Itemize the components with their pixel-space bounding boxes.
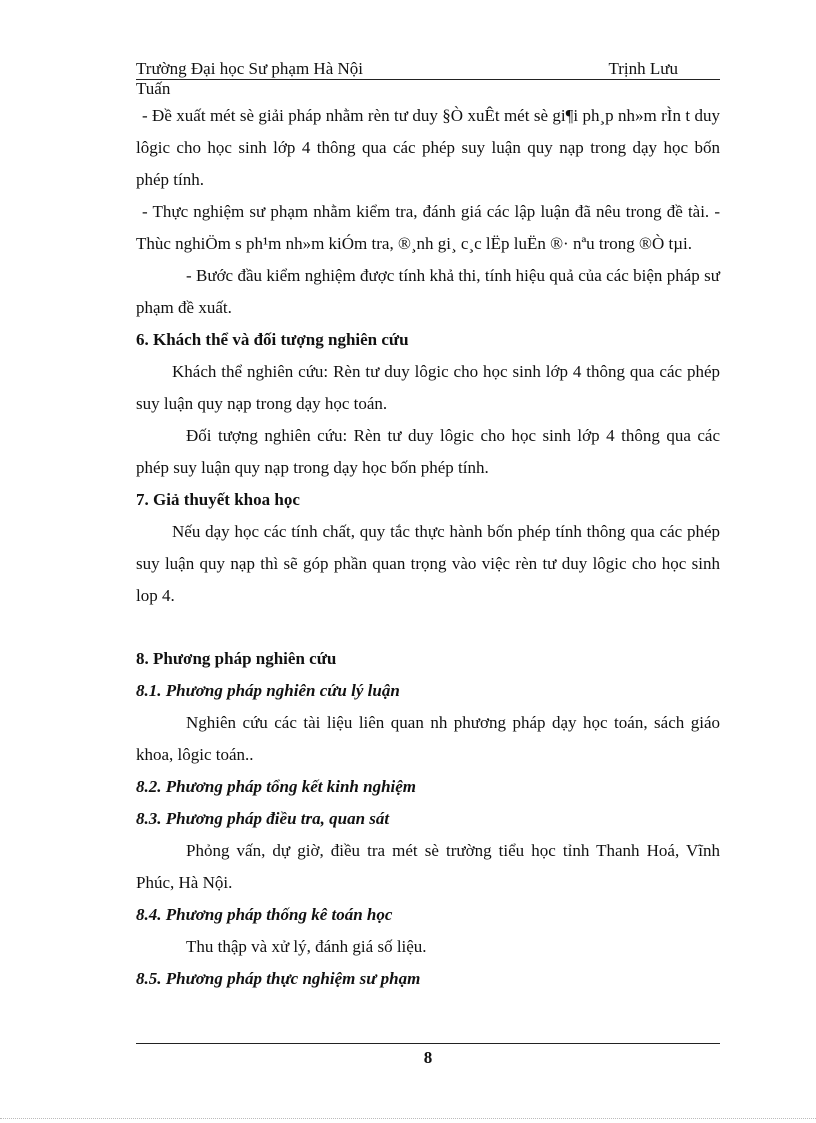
- heading-section-8-4: 8.4. Phương pháp thống kê toán học: [136, 905, 393, 924]
- footer-divider: [136, 1043, 720, 1044]
- page-header: [136, 59, 720, 98]
- heading-section-8-1: 8.1. Phương pháp nghiên cứu lý luận: [136, 681, 400, 700]
- page-content: [136, 100, 720, 995]
- paragraph-hypothesis: Nếu dạy học các tính chất, quy tắc thực hành bốn phép tính thông qua các phép suy luận quy nạp thì sẽ góp phần quan trọng vào việc rèn tư duy lôgic cho học sinh lop 4.: [136, 522, 720, 605]
- paragraph-experiment: - Thực nghiệm sư phạm nhằm kiểm tra, đánh giá các lập luận đã nêu trong đề tài. - Thùc nghiÖm s ph¹m nh»m kiÓm tra, ®¸nh gi¸ c¸c lËp luËn ®· nªu trong ®Ò tµi.: [136, 202, 720, 253]
- page-bottom-border: [0, 1118, 816, 1119]
- heading-section-8-5: 8.5. Phương pháp thực nghiệm sư phạm: [136, 969, 421, 988]
- spacer: [136, 612, 720, 643]
- paragraph-subject: Đối tượng nghiên cứu: Rèn tư duy lôgic cho học sinh lớp 4 thông qua các phép suy luận quy nạp trong dạy học bốn phép tính.: [136, 426, 720, 477]
- paragraph-verify: - Bước đầu kiểm nghiệm được tính khả thi, tính hiệu quả của các biện pháp sư phạm đề xuất.: [136, 266, 720, 317]
- heading-section-7: 7. Giả thuyết khoa học: [136, 490, 300, 509]
- heading-section-8: 8. Phương pháp nghiên cứu: [136, 649, 337, 668]
- header-school: Trường Đại học Sư phạm Hà Nội: [136, 59, 364, 78]
- page-number: 8: [423, 1048, 433, 1067]
- paragraph-theory: Nghiên cứu các tài liệu liên quan nh phương pháp dạy học toán, sách giáo khoa, lôgic toán..: [136, 713, 720, 764]
- paragraph-object: Khách thể nghiên cứu: Rèn tư duy lôgic cho học sinh lớp 4 thông qua các phép suy luận quy nạp trong dạy học toán.: [136, 362, 720, 413]
- paragraph-statistics: Thu thập và xử lý, đánh giá số liệu.: [186, 937, 427, 956]
- paragraph-survey: Phỏng vấn, dự giờ, điều tra mét sè trường tiểu học tỉnh Thanh Hoá, Vĩnh Phúc, Hà Nội.: [136, 841, 720, 892]
- paragraph-propose: - Đề xuất mét sè giải pháp nhằm rèn tư duy §Ò xuÊt mét sè gi¶i ph¸p nh»m rÌn t duy lôgic cho học sinh lớp 4 thông qua các phép suy luận quy nạp trong dạy học bốn phép tính.: [136, 106, 720, 189]
- header-author-wrap: Tuấn: [136, 79, 171, 98]
- header-row: [136, 59, 720, 80]
- heading-section-6: 6. Khách thể và đối tượng nghiên cứu: [136, 330, 409, 349]
- heading-section-8-2: 8.2. Phương pháp tổng kết kinh nghiệm: [136, 777, 417, 796]
- header-author: Trịnh Lưu: [608, 59, 678, 78]
- heading-section-8-3: 8.3. Phương pháp điều tra, quan sát: [136, 809, 390, 828]
